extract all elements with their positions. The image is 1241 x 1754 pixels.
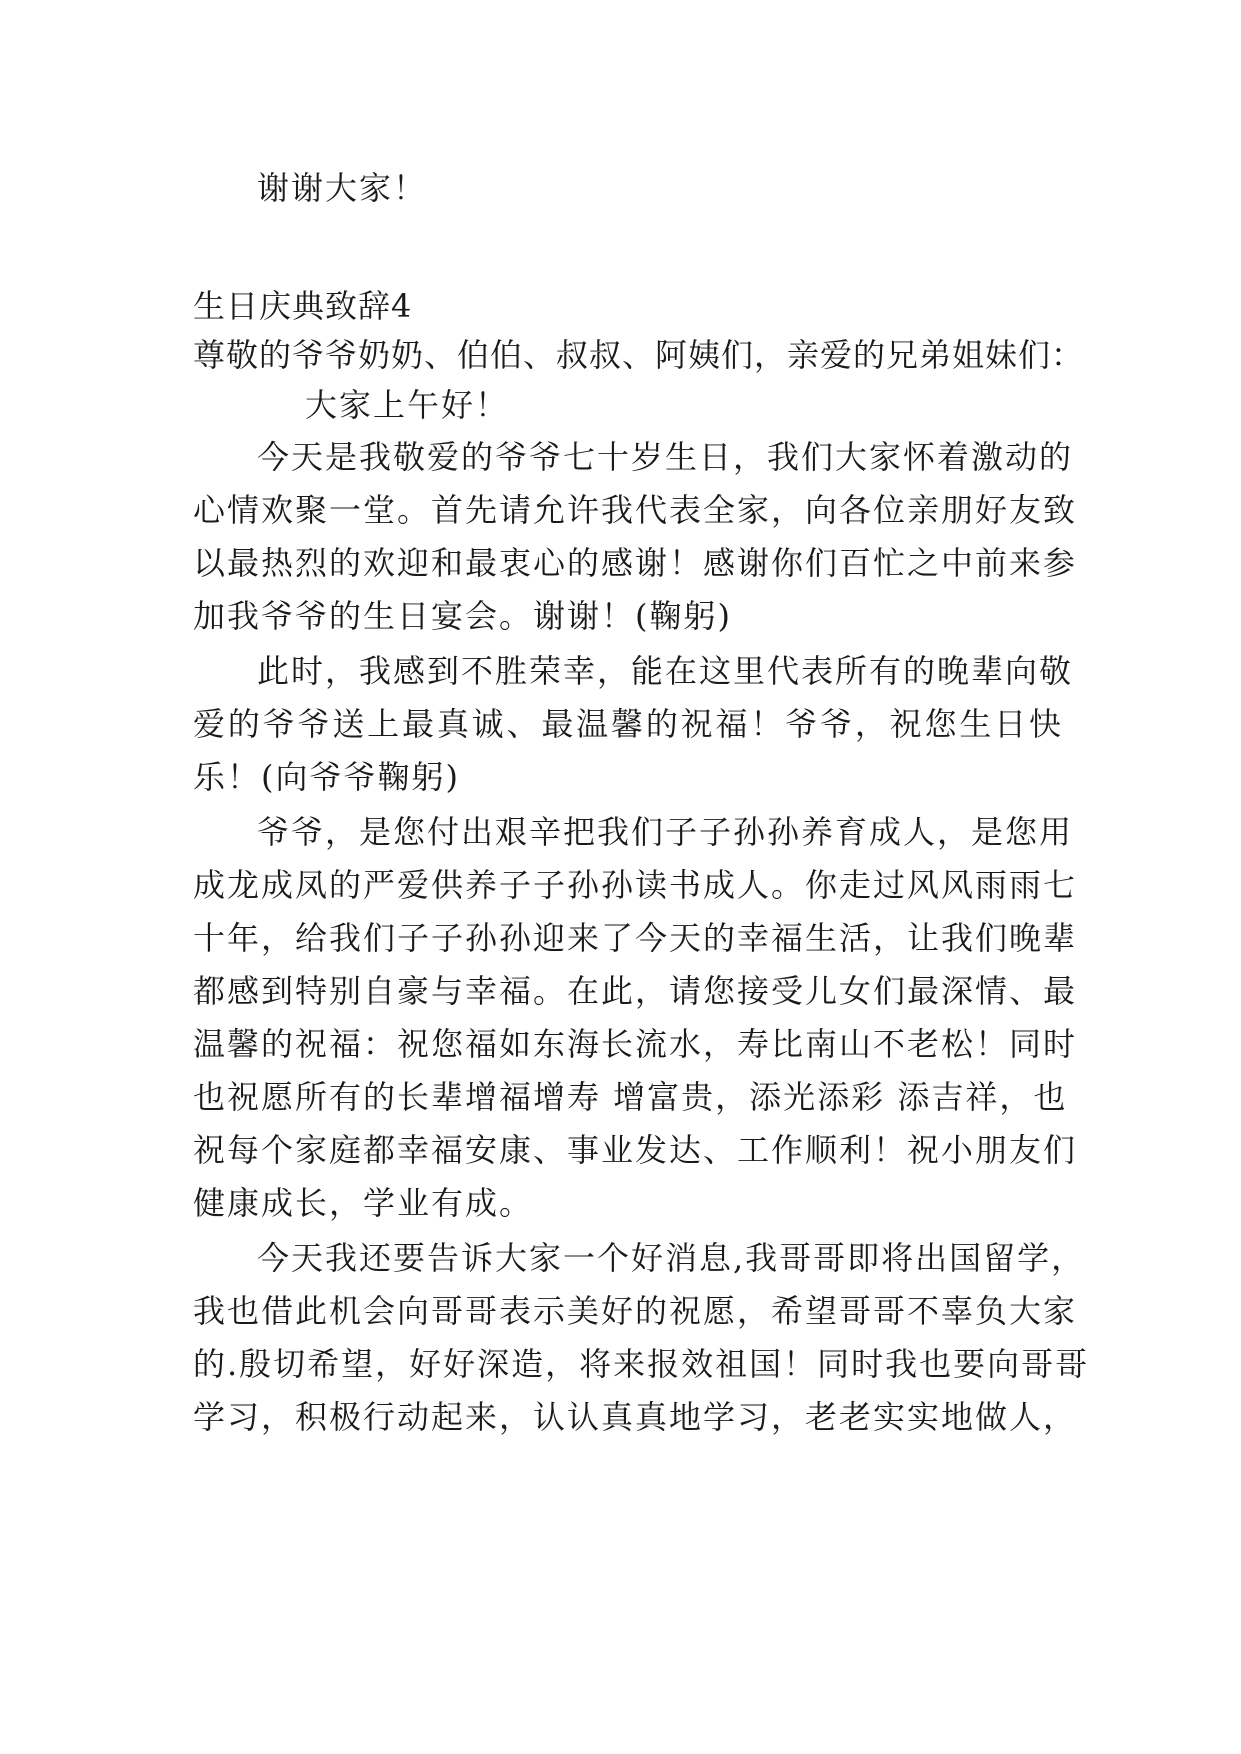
paragraph-1-line-3: 以最热烈的欢迎和最衷心的感谢！感谢你们百忙之中前来参 bbox=[193, 544, 1078, 582]
paragraph-2-line-1: 此时，我感到不胜荣幸，能在这里代表所有的晚辈向敬 bbox=[257, 652, 1074, 690]
paragraph-3-line-4: 都感到特别自豪与幸福。在此，请您接受儿女们最深情、最 bbox=[193, 972, 1078, 1010]
paragraph-1-line-2: 心情欢聚一堂。首先请允许我代表全家，向各位亲朋好友致 bbox=[193, 491, 1078, 529]
paragraph-4-line-2: 我也借此机会向哥哥表示美好的祝愿，希望哥哥不辜负大家 bbox=[193, 1292, 1078, 1330]
greeting: 大家上午好！ bbox=[305, 386, 510, 424]
paragraph-3-line-3: 十年，给我们子子孙孙迎来了今天的幸福生活，让我们晚辈 bbox=[193, 919, 1078, 957]
section-title: 生日庆典致辞4 bbox=[193, 287, 413, 325]
paragraph-4-line-1: 今天我还要告诉大家一个好消息,我哥哥即将出国留学， bbox=[257, 1239, 1086, 1277]
paragraph-4-line-3: 的.殷切希望，好好深造，将来报效祖国！同时我也要向哥哥 bbox=[193, 1345, 1090, 1383]
paragraph-3-line-6: 也祝愿所有的长辈增福增寿 增富贵，添光添彩 添吉祥，也 bbox=[193, 1078, 1068, 1116]
paragraph-3-line-1: 爷爷，是您付出艰辛把我们子子孙孙养育成人，是您用 bbox=[257, 813, 1074, 851]
paragraph-3-line-5: 温馨的祝福：祝您福如东海长流水，寿比南山不老松！同时 bbox=[193, 1025, 1078, 1063]
paragraph-1-line-1: 今天是我敬爱的爷爷七十岁生日，我们大家怀着激动的 bbox=[257, 438, 1074, 476]
salutation: 尊敬的爷爷奶奶、伯伯、叔叔、阿姨们，亲爱的兄弟姐妹们： bbox=[193, 336, 1085, 374]
paragraph-4-line-4: 学习，积极行动起来，认认真真地学习，老老实实地做人， bbox=[193, 1398, 1078, 1436]
paragraph-3-line-7: 祝每个家庭都幸福安康、事业发达、工作顺利！祝小朋友们 bbox=[193, 1131, 1078, 1169]
paragraph-3-line-2: 成龙成凤的严爱供养子子孙孙读书成人。你走过风风雨雨七 bbox=[193, 866, 1078, 904]
paragraph-3-line-8: 健康成长，学业有成。 bbox=[193, 1184, 534, 1222]
paragraph-1-line-4: 加我爷爷的生日宴会。谢谢！(鞠躬) bbox=[193, 597, 732, 635]
closing-thanks: 谢谢大家！ bbox=[257, 169, 428, 207]
paragraph-2-line-2: 爱的爷爷送上最真诚、最温馨的祝福！爷爷，祝您生日快 bbox=[193, 705, 1063, 743]
paragraph-2-line-3: 乐！(向爷爷鞠躬) bbox=[193, 758, 460, 796]
